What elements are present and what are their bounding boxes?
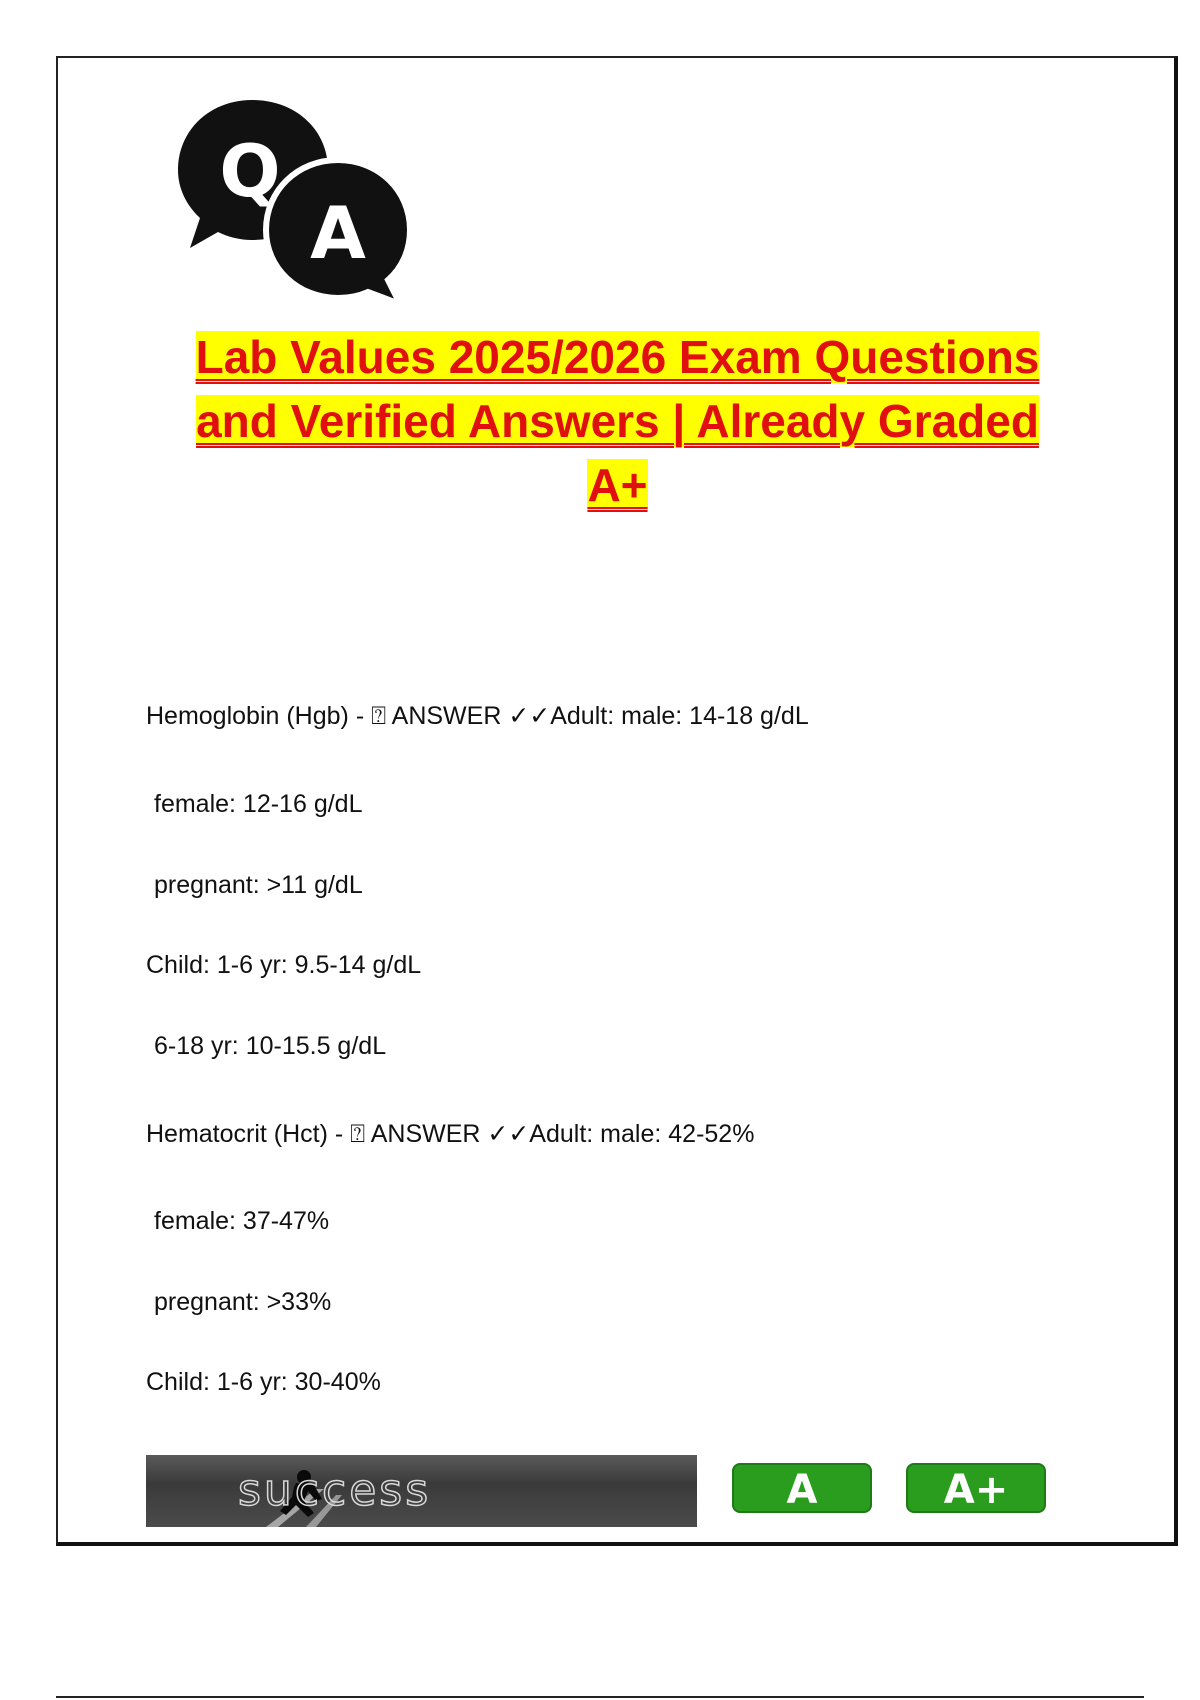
grade-a-plus-badge: A+: [906, 1463, 1046, 1513]
list-item: pregnant: >11 g/dL: [154, 871, 363, 899]
list-item: female: 12-16 g/dL: [154, 790, 363, 818]
qa-speech-bubbles-icon: [178, 98, 418, 308]
document-title: [150, 325, 1085, 517]
list-item: Hemoglobin (Hgb) - ⍰ ANSWER ✓✓Adult: male: 14-18 g/dL: [146, 702, 809, 730]
grade-a-badge: A: [732, 1463, 872, 1513]
footer-graphics: [146, 1455, 1066, 1527]
list-item: Child: 1-6 yr: 9.5-14 g/dL: [146, 951, 422, 979]
success-banner: [146, 1455, 697, 1527]
list-item: Child: 1-6 yr: 30-40%: [146, 1368, 381, 1396]
success-banner-text: success: [238, 1465, 432, 1516]
list-item: pregnant: >33%: [154, 1288, 332, 1316]
title-line-3: A+: [587, 459, 648, 511]
title-line-2: and Verified Answers | Already Graded: [196, 395, 1039, 447]
title-line-1: Lab Values 2025/2026 Exam Questions: [195, 331, 1040, 383]
logo-q-letter: Q: [219, 129, 281, 213]
footer-divider: [56, 1696, 1144, 1698]
list-item: female: 37-47%: [154, 1207, 330, 1235]
list-item: Hematocrit (Hct) - ⍰ ANSWER ✓✓Adult: male: 42-52%: [146, 1120, 755, 1148]
logo-a-letter: A: [310, 191, 366, 275]
list-item: 6-18 yr: 10-15.5 g/dL: [154, 1032, 387, 1060]
